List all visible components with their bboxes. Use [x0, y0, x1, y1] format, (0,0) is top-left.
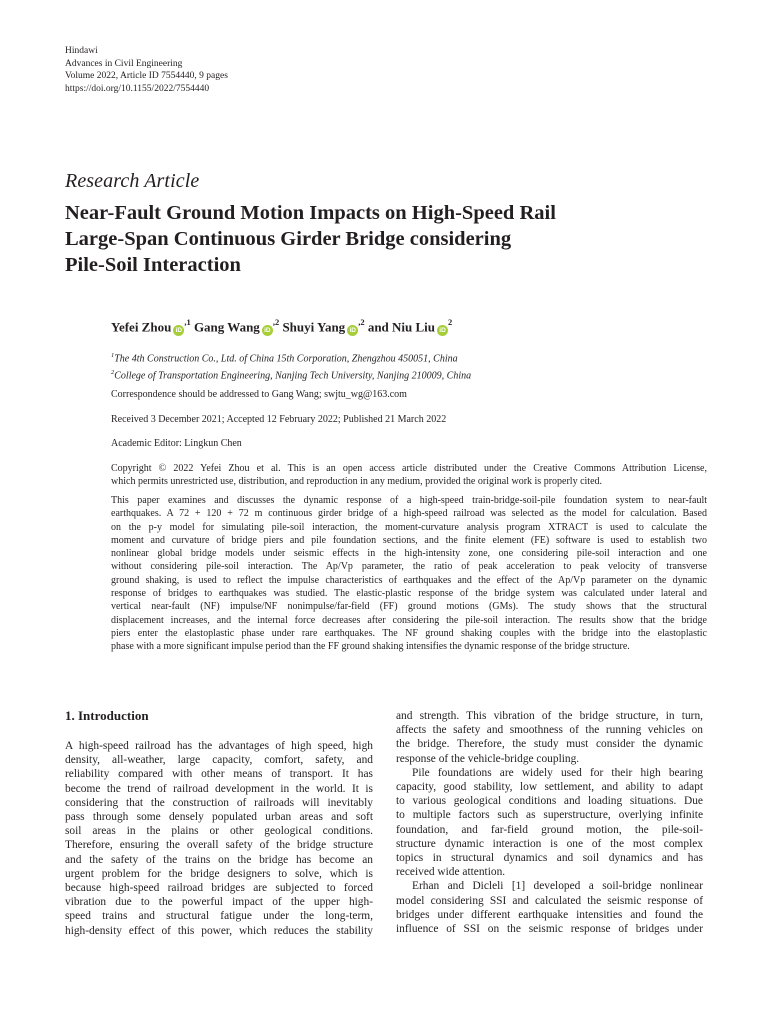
body-line: to various geological conditions and loading situations. Due: [396, 795, 703, 808]
affiliation-item: $^1$The 4th Construction Co., Ltd. of China 15th Corporation, Zhengzhou 450051, China: [111, 352, 458, 365]
abstract-line: vertical near-fault (NF) impulse/NF nonimpulse/far-field (FF) ground motions (GMs). The study shows that the structural: [111, 601, 707, 613]
body-line: the bridge. Therefore, the study must consider the dynamic: [396, 738, 703, 751]
affiliations: [111, 349, 471, 383]
body-line: response of the vehicle-bridge coupling.: [396, 752, 580, 765]
body-line: Pile foundations are widely used for their high bearing: [412, 766, 703, 779]
abstract: [111, 494, 707, 654]
author-name: Yefei Zhou: [111, 319, 172, 335]
title-line: Pile-Soil Interaction: [65, 254, 241, 276]
author-affiliation-mark: ,2: [358, 317, 365, 327]
correspondence: Correspondence should be addressed to Gang Wang; swjtu_wg@163.com: [111, 389, 407, 400]
body-line: affects the safety and smoothness of the running vehicles on: [396, 724, 703, 737]
body-line: soil areas in the plains or other geological conditions.: [65, 825, 373, 838]
journal-header: [65, 45, 228, 95]
body-line: vibration due to the powerful impact of the upper high-: [65, 896, 373, 909]
abstract-line: moment and curvature of bridge piers and pile foundation sections, and the finite element (FE) software is used to establish two: [111, 534, 707, 546]
article-type: Research Article: [65, 170, 200, 192]
academic-editor: Academic Editor: Lingkun Chen: [111, 438, 242, 449]
author-name: Niu Liu: [392, 319, 436, 335]
title-line: Near-Fault Ground Motion Impacts on High-Speed Rail: [65, 202, 556, 224]
author-list: [111, 318, 452, 336]
author-affiliation-mark: ,2: [272, 317, 280, 327]
author-affiliation-mark: ,1: [184, 317, 191, 327]
orcid-icon[interactable]: iD: [437, 325, 448, 336]
orcid-icon[interactable]: iD: [173, 325, 184, 336]
body-line: received wide attention.: [396, 866, 506, 879]
publisher-name: Hindawi: [65, 46, 98, 56]
abstract-line: ground shaking, is used to reflect the impulse characteristics of earthquakes and the effect of the Ap/Vp parameter on the dynamic: [111, 574, 707, 586]
paper-title: [65, 200, 705, 278]
abstract-line: displacement increases, and the internal force decreases after considering the pile-soil interaction. The results show that the bridge: [111, 614, 707, 626]
left-column-text: [65, 739, 373, 938]
doi-link[interactable]: https://doi.org/10.1155/2022/7554440: [65, 83, 210, 94]
volume-info: Volume 2022, Article ID 7554440, 9 pages: [65, 71, 228, 81]
orcid-icon[interactable]: iD: [347, 325, 358, 336]
body-line: pass through some densely populated urban areas and soft: [65, 811, 373, 824]
copyright-line: which permits unrestricted use, distribution, and reproduction in any medium, provided the original work is properly cited.: [111, 476, 603, 488]
author-name: Gang Wang: [193, 319, 260, 335]
copyright-line: Copyright © 2022 Yefei Zhou et al. This is an open access article distributed under the Creative Commons Attribution License,: [111, 463, 707, 474]
abstract-line: on the p-y model for simulating pile-soil interaction, the moment-curvature analysis program XTRACT is used to calculate the: [111, 521, 707, 533]
body-line: influence of SSI on the seismic response of bridges under: [396, 923, 703, 936]
body-line: and strength. This vibration of the bridge structure, in turn,: [396, 710, 703, 722]
journal-name: Advances in Civil Engineering: [65, 58, 183, 69]
body-line: high-density effect of this power, which reduces the stability: [65, 924, 373, 937]
abstract-line: earthquakes. A 72 + 120 + 72 m continuous girder bridge of a high-speed railroad was selected as the model for calculation. Based: [111, 508, 707, 520]
author-conjunction: and: [367, 319, 389, 335]
abstract-line: This paper examines and discusses the dynamic response of a high-speed train-bridge-soil-pile foundation system to near-fault: [111, 495, 707, 506]
body-line: foundation, and far-field ground motion, the pile-soil-: [396, 823, 703, 836]
right-column-text: [396, 709, 703, 936]
body-line: A high-speed railroad has the advantages of high speed, high: [65, 740, 373, 752]
body-line: Erhan and Dicleli [1] developed a soil-bridge nonlinear: [412, 880, 703, 893]
body-line: become the trend of railroad development in the world. It is: [65, 782, 373, 795]
abstract-line: without considering pile-soil interaction. The Ap/Vp parameter, the ratio of peak acceleration to peak velocity of transverse: [111, 561, 707, 573]
affiliation-item: $^2$College of Transportation Engineering, Nanjing Tech University, Nanjing 210009, China: [111, 368, 472, 382]
body-line: because high-speed railroad bridges are subjected to forced: [65, 882, 373, 895]
body-line: and the safety of the trains on the bridge has become an: [65, 853, 373, 866]
abstract-line: piers enter the elastoplastic phase under rare earthquakes. The NF ground shaking couples with the bridge into the elastoplastic: [111, 627, 707, 639]
body-line: speed trains and structural fatigue under the long-term,: [65, 910, 373, 923]
body-line: capacity, good stability, low settlement, and ability to adapt: [396, 781, 703, 794]
section-heading: 1. Introduction: [65, 708, 149, 723]
abstract-line: response of bridges to earthquakes was studied. The elastic-plastic response of the bridge system was calculated under lateral and: [111, 588, 707, 600]
body-line: Therefore, ensuring the overall safety of the bridge structure: [65, 839, 373, 852]
body-line: considering that the construction of railroads will inevitably: [65, 796, 373, 809]
publication-dates: Received 3 December 2021; Accepted 12 February 2022; Published 21 March 2022: [111, 414, 447, 425]
body-line: structure dynamic interaction is one of the most complex: [396, 837, 703, 850]
abstract-line: nonlinear global bridge models under seismic effects in the high-intensity zone, one considering pile-soil interaction and one: [111, 548, 707, 560]
body-line: topics in structural dynamics and soil dynamics and has: [396, 852, 703, 865]
orcid-icon[interactable]: iD: [262, 325, 273, 336]
body-line: to multiple factors such as superstructure, overlying infinite: [396, 809, 703, 822]
body-line: density, all-weather, large capacity, comfort, safety, and: [65, 754, 373, 767]
author-affiliation-mark: 2: [448, 317, 453, 327]
author-name: Shuyi Yang: [282, 319, 346, 335]
title-line: Large-Span Continuous Girder Bridge considering: [65, 228, 512, 250]
copyright-notice: [111, 462, 707, 489]
body-line: reliability compared with other means of transport. It has: [65, 768, 373, 781]
body-line: bridges under different earthquake intensities and found the: [396, 908, 703, 921]
abstract-line: phase with a more significant impulse period than the FF ground shaking intensifies the dynamic response of the bridge structure.: [111, 641, 630, 653]
body-line: model considering SSI and calculated the seismic response of: [396, 894, 703, 907]
body-line: urgent problem for the bridge designers to solve, which is: [65, 867, 373, 880]
